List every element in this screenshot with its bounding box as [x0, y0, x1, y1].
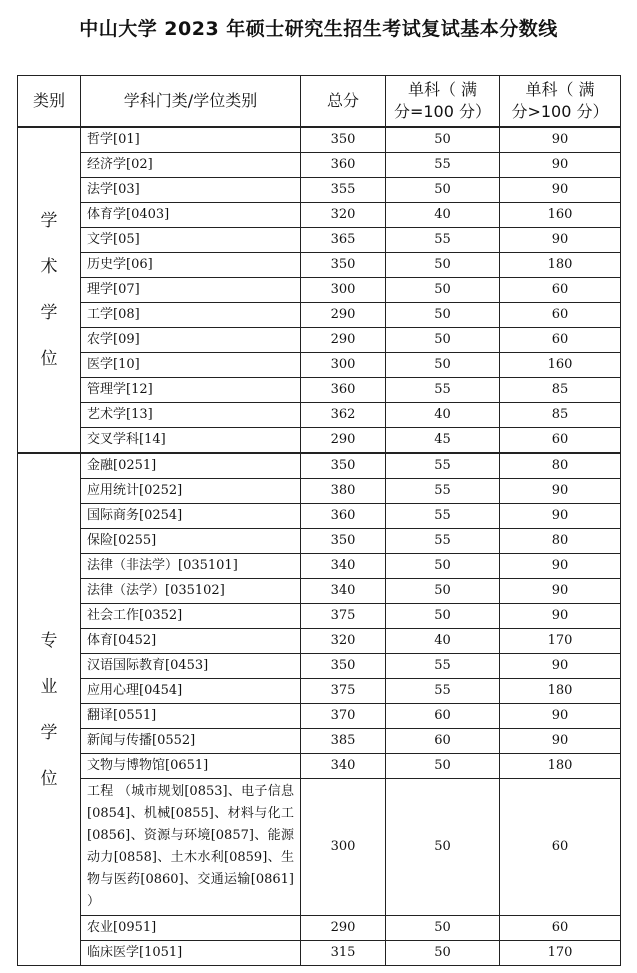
table-row	[18, 278, 621, 303]
table-row	[18, 253, 621, 278]
total-score-cell: 320	[301, 203, 386, 228]
total-score-cell: 350	[301, 127, 386, 153]
single-gt100-cell: 90	[500, 604, 621, 629]
single-gt100-cell: 180	[500, 253, 621, 278]
single-100-cell: 50	[386, 353, 500, 378]
single-gt100-cell: 60	[500, 328, 621, 353]
table-row	[18, 779, 621, 916]
table-row	[18, 428, 621, 454]
subject-cell: 应用统计[0252]	[81, 479, 301, 504]
single-gt100-cell: 180	[500, 754, 621, 779]
total-score-cell: 350	[301, 253, 386, 278]
single-gt100-cell: 90	[500, 127, 621, 153]
single-100-cell: 60	[386, 729, 500, 754]
subject-cell: 新闻与传播[0552]	[81, 729, 301, 754]
single-100-cell: 50	[386, 916, 500, 941]
single-gt100-cell: 90	[500, 654, 621, 679]
single-gt100-cell: 90	[500, 579, 621, 604]
total-score-cell: 300	[301, 353, 386, 378]
single-gt100-cell: 160	[500, 203, 621, 228]
single-gt100-cell: 85	[500, 378, 621, 403]
subject-cell: 管理学[12]	[81, 378, 301, 403]
total-score-cell: 370	[301, 704, 386, 729]
single-gt100-cell: 60	[500, 916, 621, 941]
academic-degree-group	[18, 127, 621, 453]
subject-cell: 体育[0452]	[81, 629, 301, 654]
total-score-cell: 340	[301, 554, 386, 579]
header-subject: 学科门类/学位类别	[81, 76, 301, 128]
total-score-cell: 350	[301, 529, 386, 554]
category-char: 位	[40, 349, 58, 369]
single-100-cell: 50	[386, 554, 500, 579]
table-row	[18, 153, 621, 178]
total-score-cell: 340	[301, 579, 386, 604]
single-100-cell: 50	[386, 754, 500, 779]
total-score-cell: 350	[301, 654, 386, 679]
single-gt100-cell: 180	[500, 679, 621, 704]
total-score-cell: 290	[301, 328, 386, 353]
single-100-cell: 40	[386, 629, 500, 654]
subject-cell: 农业[0951]	[81, 916, 301, 941]
single-100-cell: 40	[386, 403, 500, 428]
table-row	[18, 403, 621, 428]
single-100-cell: 55	[386, 529, 500, 554]
table-row	[18, 353, 621, 378]
subject-cell: 工学[08]	[81, 303, 301, 328]
single-100-cell: 55	[386, 479, 500, 504]
single-100-cell: 50	[386, 178, 500, 203]
header-category: 类别	[18, 76, 81, 128]
subject-cell: 交叉学科[14]	[81, 428, 301, 454]
single-gt100-cell: 60	[500, 779, 621, 916]
total-score-cell: 315	[301, 941, 386, 966]
subject-cell: 理学[07]	[81, 278, 301, 303]
header-single-100-line1: 单科（ 满	[407, 80, 478, 99]
table-row	[18, 303, 621, 328]
category-char: 学	[40, 211, 58, 231]
table-row	[18, 754, 621, 779]
subject-cell: 国际商务[0254]	[81, 504, 301, 529]
total-score-cell: 380	[301, 479, 386, 504]
single-100-cell: 50	[386, 941, 500, 966]
single-100-cell: 50	[386, 328, 500, 353]
total-score-cell: 340	[301, 754, 386, 779]
single-100-cell: 55	[386, 679, 500, 704]
table-row	[18, 941, 621, 966]
subject-cell: 经济学[02]	[81, 153, 301, 178]
single-gt100-cell: 90	[500, 554, 621, 579]
table-row	[18, 378, 621, 403]
subject-cell: 体育学[0403]	[81, 203, 301, 228]
category-char: 专	[40, 630, 58, 651]
single-100-cell: 50	[386, 127, 500, 153]
total-score-cell: 360	[301, 153, 386, 178]
single-gt100-cell: 60	[500, 303, 621, 328]
subject-cell: 社会工作[0352]	[81, 604, 301, 629]
category-cell	[18, 127, 81, 453]
subject-cell: 医学[10]	[81, 353, 301, 378]
table-row	[18, 479, 621, 504]
single-gt100-cell: 85	[500, 403, 621, 428]
table-row	[18, 203, 621, 228]
subject-cell: 临床医学[1051]	[81, 941, 301, 966]
single-100-cell: 50	[386, 253, 500, 278]
single-100-cell: 55	[386, 453, 500, 479]
single-100-cell: 50	[386, 278, 500, 303]
subject-cell: 历史学[06]	[81, 253, 301, 278]
subject-cell: 工程 （城市规划[0853]、电子信息[0854]、机械[0855]、材料与化工[0856]、资源与环境[0857]、能源动力[0858]、土木水利[0859]、生物与医药[0860]、交通运输[0861] ）	[81, 779, 301, 916]
professional-degree-group	[18, 453, 621, 966]
table-row	[18, 604, 621, 629]
single-gt100-cell: 60	[500, 428, 621, 454]
subject-cell: 法律（非法学）[035101]	[81, 554, 301, 579]
table-row	[18, 228, 621, 253]
single-gt100-cell: 80	[500, 529, 621, 554]
subject-cell: 应用心理[0454]	[81, 679, 301, 704]
score-table	[17, 75, 621, 966]
single-100-cell: 60	[386, 704, 500, 729]
single-gt100-cell: 80	[500, 453, 621, 479]
single-gt100-cell: 90	[500, 504, 621, 529]
single-100-cell: 45	[386, 428, 500, 454]
single-gt100-cell: 60	[500, 278, 621, 303]
table-row	[18, 127, 621, 153]
single-gt100-cell: 90	[500, 228, 621, 253]
single-100-cell: 50	[386, 604, 500, 629]
single-100-cell: 55	[386, 228, 500, 253]
subject-cell: 哲学[01]	[81, 127, 301, 153]
total-score-cell: 375	[301, 604, 386, 629]
header-row	[18, 76, 621, 128]
table-row	[18, 916, 621, 941]
single-100-cell: 55	[386, 153, 500, 178]
category-char: 术	[40, 257, 58, 277]
total-score-cell: 350	[301, 453, 386, 479]
single-gt100-cell: 90	[500, 704, 621, 729]
header-single-100-line2: 分=100 分）	[393, 102, 492, 121]
header-single-100	[386, 76, 500, 128]
table-row	[18, 328, 621, 353]
subject-cell: 农学[09]	[81, 328, 301, 353]
category-char: 学	[40, 722, 58, 743]
table-row	[18, 704, 621, 729]
table-row	[18, 579, 621, 604]
single-gt100-cell: 90	[500, 178, 621, 203]
total-score-cell: 360	[301, 378, 386, 403]
subject-cell: 金融[0251]	[81, 453, 301, 479]
single-gt100-cell: 170	[500, 941, 621, 966]
single-100-cell: 55	[386, 378, 500, 403]
subject-cell: 翻译[0551]	[81, 704, 301, 729]
table-row	[18, 178, 621, 203]
subject-cell: 法律（法学）[035102]	[81, 579, 301, 604]
single-100-cell: 50	[386, 579, 500, 604]
single-100-cell: 40	[386, 203, 500, 228]
header-single-gt100-line1: 单科（ 满	[525, 80, 595, 99]
table-row	[18, 679, 621, 704]
subject-cell: 法学[03]	[81, 178, 301, 203]
table-row	[18, 654, 621, 679]
table-row	[18, 529, 621, 554]
total-score-cell: 300	[301, 278, 386, 303]
total-score-cell: 320	[301, 629, 386, 654]
single-gt100-cell: 170	[500, 629, 621, 654]
single-gt100-cell: 90	[500, 153, 621, 178]
category-char: 学	[40, 303, 58, 323]
total-score-cell: 290	[301, 916, 386, 941]
total-score-cell: 360	[301, 504, 386, 529]
subject-cell: 文学[05]	[81, 228, 301, 253]
category-char: 业	[40, 676, 58, 697]
single-gt100-cell: 90	[500, 479, 621, 504]
subject-cell: 艺术学[13]	[81, 403, 301, 428]
total-score-cell: 385	[301, 729, 386, 754]
single-100-cell: 55	[386, 654, 500, 679]
single-gt100-cell: 160	[500, 353, 621, 378]
category-char: 位	[40, 768, 58, 789]
single-gt100-cell: 90	[500, 729, 621, 754]
total-score-cell: 300	[301, 779, 386, 916]
total-score-cell: 290	[301, 428, 386, 454]
header-single-gt100	[500, 76, 621, 128]
table-row	[18, 729, 621, 754]
subject-cell: 文物与博物馆[0651]	[81, 754, 301, 779]
total-score-cell: 362	[301, 403, 386, 428]
header-single-gt100-line2: 分>100 分）	[511, 102, 609, 121]
table-row	[18, 554, 621, 579]
single-100-cell: 50	[386, 303, 500, 328]
total-score-cell: 290	[301, 303, 386, 328]
single-100-cell: 50	[386, 779, 500, 916]
total-score-cell: 365	[301, 228, 386, 253]
table-row	[18, 629, 621, 654]
total-score-cell: 355	[301, 178, 386, 203]
single-100-cell: 55	[386, 504, 500, 529]
table-row	[18, 453, 621, 479]
category-cell	[18, 453, 81, 966]
table-row	[18, 504, 621, 529]
subject-cell: 保险[0255]	[81, 529, 301, 554]
header-total: 总分	[301, 76, 386, 128]
subject-cell: 汉语国际教育[0453]	[81, 654, 301, 679]
total-score-cell: 375	[301, 679, 386, 704]
page-title: 中山大学 2023 年硕士研究生招生考试复试基本分数线	[79, 18, 558, 40]
